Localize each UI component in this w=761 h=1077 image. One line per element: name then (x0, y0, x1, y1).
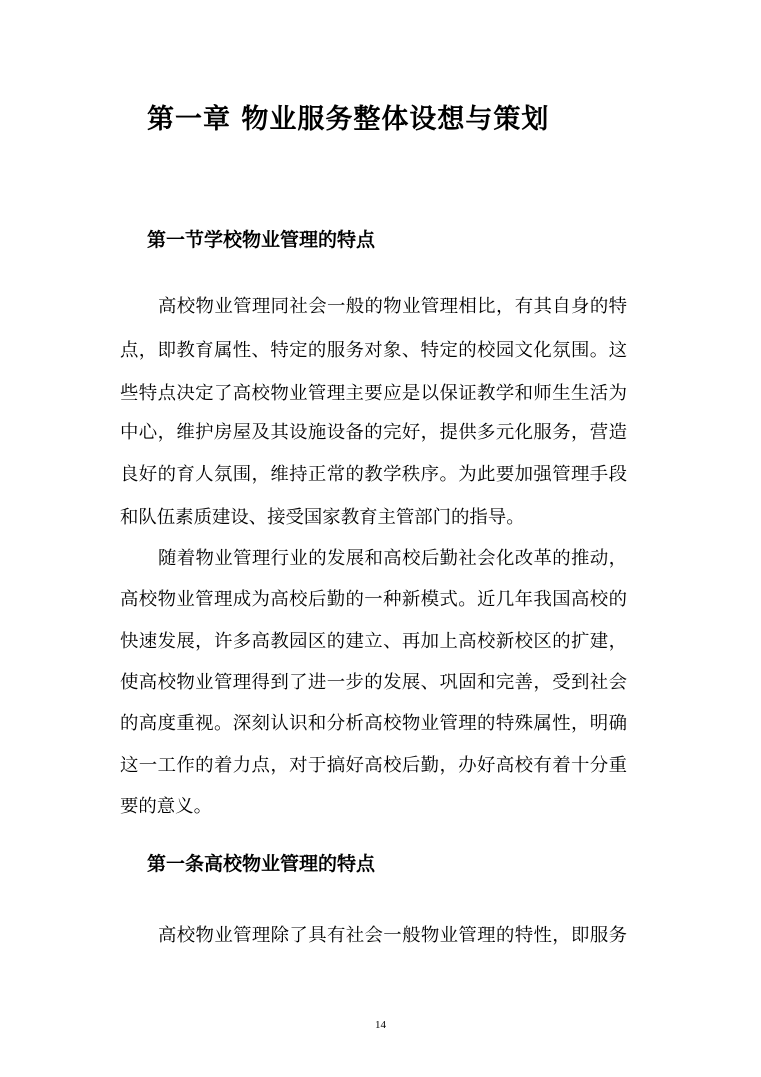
page-number: 14 (375, 1019, 386, 1031)
paragraph-line: 这一工作的着力点，对于搞好高校后勤，办好高校有着十分重 (120, 755, 627, 776)
paragraph-line: 要的意义。 (120, 796, 212, 817)
paragraph-line: 高校物业管理除了具有社会一般物业管理的特性，即服务 (158, 925, 627, 946)
chapter-title: 第一章 物业服务整体设想与策划 (147, 104, 550, 135)
paragraph-line: 高校物业管理同社会一般的物业管理相比，有其自身的特 (158, 296, 627, 317)
paragraph-line: 良好的育人氛围，维持正常的教学秩序。为此要加强管理手段 (120, 464, 627, 485)
paragraph-line: 和队伍素质建设、接受国家教育主管部门的指导。 (120, 507, 525, 528)
paragraph-line: 快速发展，许多高教园区的建立、再加上高校新校区的扩建， (120, 631, 627, 652)
section-title: 第一条高校物业管理的特点 (147, 853, 376, 875)
paragraph-line: 中心，维护房屋及其设施设备的完好，提供多元化服务，营造 (120, 422, 627, 443)
paragraph-line: 随着物业管理行业的发展和高校后勤社会化改革的推动， (158, 548, 627, 569)
paragraph-line: 点，即教育属性、特定的服务对象、特定的校园文化氛围。这 (120, 340, 627, 361)
paragraph-line: 使高校物业管理得到了进一步的发展、巩固和完善，受到社会 (120, 672, 627, 693)
section-title: 第一节学校物业管理的特点 (147, 229, 376, 251)
paragraph-line: 高校物业管理成为高校后勤的一种新模式。近几年我国高校的 (120, 589, 627, 610)
paragraph-line: 些特点决定了高校物业管理主要应是以保证教学和师生生活为 (120, 383, 627, 404)
paragraph-line: 的高度重视。深刻认识和分析高校物业管理的特殊属性，明确 (120, 713, 627, 734)
